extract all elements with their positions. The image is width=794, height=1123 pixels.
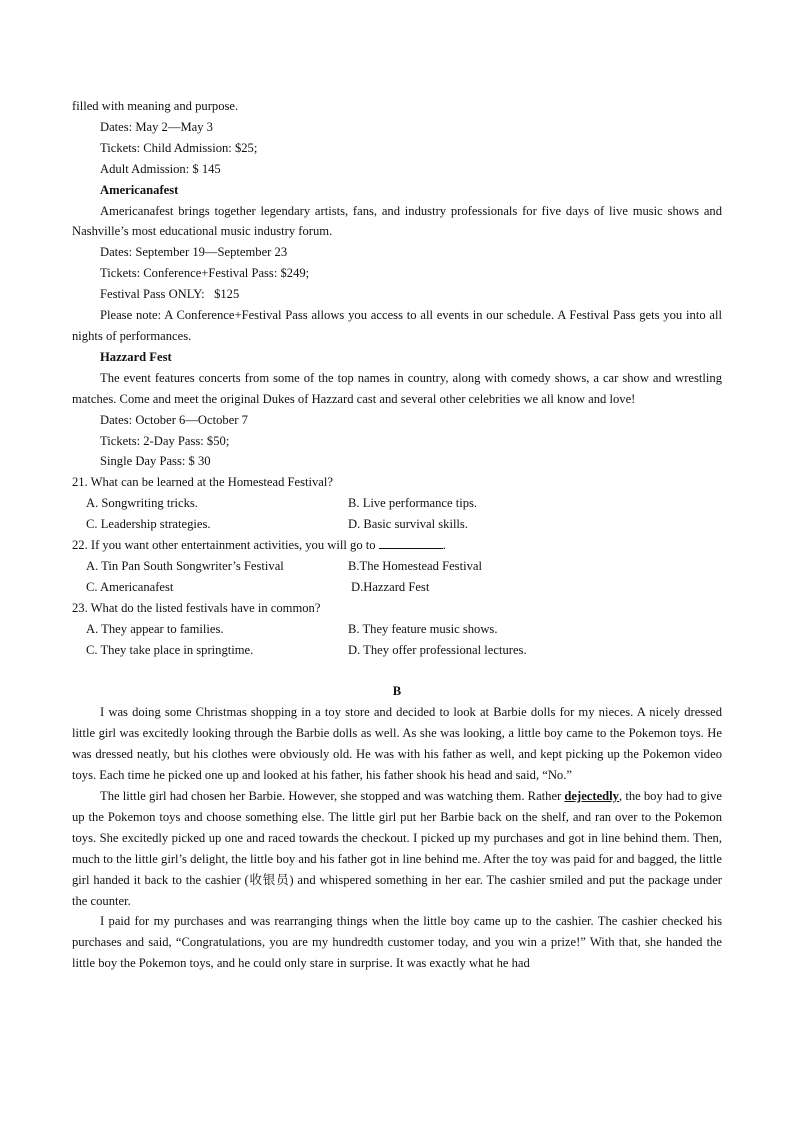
option-b: B.The Homestead Festival — [348, 558, 482, 573]
option-a: A. They appear to families. — [86, 621, 224, 636]
americanafest-desc: Americanafest brings together legendary artists, fans, and industry professionals for five days of live music shows and Nashville’s most educational music industry forum. — [72, 203, 722, 239]
americanafest-title: Americanafest — [100, 182, 179, 197]
option-a: A. Songwriting tricks. — [86, 496, 198, 511]
option-d: D.Hazzard Fest — [351, 579, 430, 594]
passage-b-paragraph-2 — [72, 786, 722, 911]
hazzard-tickets: Tickets: 2-Day Pass: $50; — [100, 433, 230, 448]
question-21: 21. What can be learned at the Homestead Festival? — [72, 475, 333, 490]
option-c: C. Americanafest — [86, 579, 174, 594]
question-23-options — [72, 619, 722, 661]
question-21-options — [72, 493, 722, 535]
underlined-word: dejectedly — [564, 789, 619, 803]
p2-before: The little girl had chosen her Barbie. However, she stopped and was watching them. Rather — [100, 789, 565, 803]
answer-blank — [379, 536, 443, 549]
p2-after: , the boy had to give up the Pokemon toys and choose something else. The little girl put her Barbie back on the shelf, and ran over to the Pokemon toys. She excitedly picked up one and raced towards the checkout. I picked up my purchases and got in line behind them. Then, much to the little girl’s delight, the little boy and his father got in line behind me. After the toy was paid for and bagged, the little girl handed it back to the cashier (收银员) and whispered something in her ear. The cashier smiled and put the package under the counter. — [72, 789, 722, 908]
option-b: B. Live performance tips. — [348, 496, 478, 511]
option-c: C. Leadership strategies. — [86, 517, 211, 532]
option-b: B. They feature music shows. — [348, 621, 498, 636]
question-22-text: 22. If you want other entertainment activities, you will go to — [72, 538, 376, 553]
section-b-heading: B — [392, 684, 402, 699]
option-c: C. They take place in springtime. — [86, 642, 254, 657]
homestead-tickets: Tickets: Child Admission: $25; — [100, 140, 258, 155]
hazzard-single: Single Day Pass: $ 30 — [100, 454, 211, 469]
section-gap — [72, 660, 722, 681]
passage-b-paragraph-1: I was doing some Christmas shopping in a toy store and decided to look at Barbie dolls for my nieces. A nicely dressed little girl was excitedly looking through the Barbie dolls as well. As she was looking, a little boy came to the Pokemon toys. He was dressed neatly, but his clothes were obviously old. He was with his father as well, and kept picking up the Pokemon video toys. Each time he picked one up and looked at his father, his father shook his head and said, “No.” — [72, 705, 722, 783]
americanafest-festival-only: Festival Pass ONLY: $125 — [100, 287, 240, 302]
hazzard-desc: The event features concerts from some of the top names in country, along with comedy shows, a car show and wrestling matches. Come and meet the original Dukes of Hazzard cast and several other celebrities we all know and love! — [72, 370, 722, 406]
hazzard-dates: Dates: October 6—October 7 — [100, 412, 248, 427]
option-d: D. Basic survival skills. — [348, 517, 468, 532]
passage-b-paragraph-3: I paid for my purchases and was rearranging things when the little boy came up to the cashier. The cashier checked his purchases and said, “Congratulations, you are my hundredth customer today, and you win a prize!” With that, she handed the little boy the Pokemon toys, and he could only stare in surprise. It was exactly what he had — [72, 914, 722, 971]
americanafest-dates: Dates: September 19—September 23 — [100, 245, 288, 260]
homestead-dates: Dates: May 2—May 3 — [100, 119, 213, 134]
hazzard-title: Hazzard Fest — [100, 349, 172, 364]
homestead-continuation: filled with meaning and purpose. — [72, 99, 239, 113]
option-d: D. They offer professional lectures. — [348, 642, 527, 657]
question-22: 22. If you want other entertainment activities, you will go to . — [72, 538, 446, 553]
question-22-options — [72, 556, 722, 598]
americanafest-tickets: Tickets: Conference+Festival Pass: $249; — [100, 266, 310, 281]
homestead-adult: Adult Admission: $ 145 — [100, 161, 221, 176]
document-page — [72, 96, 722, 974]
option-a: A. Tin Pan South Songwriter’s Festival — [86, 558, 284, 573]
question-23: 23. What do the listed festivals have in common? — [72, 600, 321, 615]
americanafest-note: Please note: A Conference+Festival Pass allows you access to all events in our schedule. A Festival Pass gets you into all nights of performances. — [72, 308, 722, 343]
